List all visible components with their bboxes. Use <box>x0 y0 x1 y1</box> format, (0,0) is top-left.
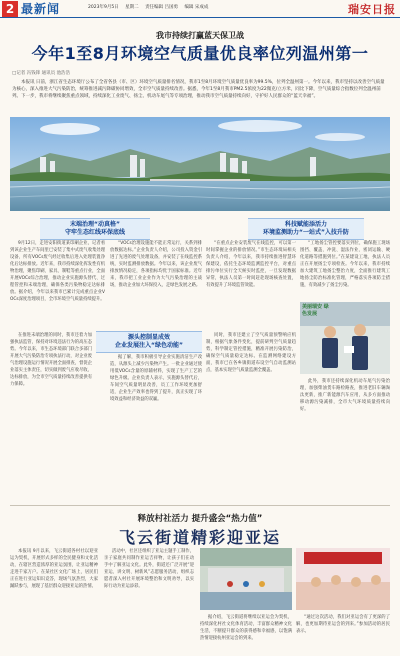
column-text: 活动中，社区还组织了亚运主题手工制作，亲子家庭共同制作亚运吉祥物，让孩子们在动手中了解亚运文化。此外，街道还广泛开展“迎亚运、讲文明、树新风”志愿服务活动，组织志愿者深入村社开展环境整治和文明劝导，以实际行动为亚运添彩。 <box>104 549 194 589</box>
article-byline: □记者 冯钱锋 通讯员 池浩浩 <box>12 71 71 76</box>
subhead-line: 末端治理“动真格” <box>70 221 120 228</box>
column-text: “通过这次活动，我们对亚运会有了更深的了解，也更加期待亚运会的到来。”参加活动的居民表示。 <box>296 615 390 634</box>
issue-weekday: 星期二 <box>125 5 139 10</box>
photo-caption: 美丽瑞安 绿色发展 <box>302 304 329 317</box>
section-title: 最新闻 <box>21 2 61 16</box>
city-landscape-photo <box>10 117 390 211</box>
column-text: “工地扬尘管控要落实到位，确保施工现场围挡、覆盖、冲洗、湿法作业、密闭运输、硬化道路等措施到位。”在某建设工地，执法人员正在开展扬尘专项检查。今年以来，我市持续加大建筑工地扬尘整治力度，全面推行建筑工地扬尘防治标准化管理，严格落实各项防尘措施，有效减少了扬尘污染。 <box>300 241 390 288</box>
subhead-line: 源头控制显成效 <box>127 334 170 341</box>
article-lead: 本报讯 日前，浙江省生态环境厅公布了全省各县（市、区）环境空气质量排名情况，我市1至8月环境空气质量优良率为99.5%，位列全温州第一。今年以来，我市坚持以改善空气质量为核心，深入推进大气污染防治，统筹推进减污降碳协同增效，全市空气质量持续改善。据悉，今年1至8月我市PM2.5浓度为22微克/立方米，同比下降，空气质量综合指数位列全温州前列。下一步，我市将继续聚焦重点领域，持续深化工业废气、扬尘、机动车尾气等专项治理，推动我市空气质量持续向好，守护好人民群众的“蓝天幸福”。 <box>12 80 385 99</box>
event-photo-left-illustration <box>200 548 292 610</box>
inspection-photo <box>300 302 390 374</box>
event-photo-right <box>296 548 390 610</box>
article-column-3 <box>206 240 296 328</box>
article-headline: 今年1至8月环境空气质量优良率位列温州第一 <box>31 44 369 63</box>
article-column-4 <box>300 240 390 300</box>
subhead-line: 环境监测助力“一站式”入技升防 <box>263 229 349 236</box>
bottom-article-kicker: 释放村社活力 提升盛会“热力值” <box>137 514 263 524</box>
bottom-column-3 <box>200 614 292 654</box>
article-column-1-lower <box>10 332 92 500</box>
event-photo-right-illustration <box>296 548 390 610</box>
column-text: 据介绍，飞云街道将继续以亚运会为契机，持续深化村社文化体育活动，丰富群众精神文化生活，不断提升群众的获得感和幸福感，以饱满热情迎接杭州亚运会的到来。 <box>200 615 292 641</box>
column-text: “在重点企业安装废气在线监控，可以第一时间掌握企业的排放情况。”市生态环境局相关负责人介绍，今年以来，我市持续推进智慧环保建设，依托生态环境监测监控平台，对重点排污单位实行全天候实时监控，一旦发现数据异常，执法人员第一时间赶赴现场核查处置，有效提升了环境监管效能。 <box>206 241 296 288</box>
subhead-line: 科技赋能添活力 <box>284 221 327 228</box>
column-text: 在推进末端治理的同时，我市还着力加强执法监管，保持对环境违法行为的高压态势。今年以来，市生态环境部门联合多部门开展大气污染防治专项执法行动，对企业废气治理设施运行情况开展全面排查，督促企业落实主体责任，切实做到废气应收尽收、达标排放，为全市空气质量持续改善提供有力保障。 <box>10 333 92 387</box>
issue-date: 2023年9月5日 <box>88 5 119 10</box>
article-column-2 <box>110 240 202 330</box>
bottom-column-2 <box>104 548 194 652</box>
article-kicker: 我市持续打赢蓝天保卫战 <box>156 31 244 40</box>
article-column-1 <box>10 240 105 328</box>
page-number: 2 <box>2 1 18 17</box>
article-column-4-lower <box>300 378 390 500</box>
sub-editor-credit: 编辑 宋成成 <box>184 5 209 10</box>
column-text: 同时，我市还建立了空气质量预警响应机制，根据气象条件变化，提前研判空气质量趋势，科学制定管控措施，精准开展污染防治，确保空气质量稳定达标。在监测网络建设方面，我市已在各乡镇街道布设空气自动监测站点，基本实现空气质量监测全覆盖。 <box>206 333 296 373</box>
masthead-meta <box>88 4 213 10</box>
subhead-technology <box>248 218 364 240</box>
article-column-3-lower <box>206 332 296 500</box>
landscape-illustration <box>10 117 390 211</box>
bottom-column-1 <box>10 548 98 652</box>
subhead-line: 守牢生态红线环保底线 <box>64 229 125 236</box>
subhead-end-treatment <box>40 218 150 240</box>
newspaper-logo: 瑞安日报 <box>348 3 396 16</box>
section-divider <box>10 505 390 506</box>
bottom-article-headline: 飞云街道精彩迎亚运 <box>118 528 281 547</box>
column-text: 据了解，我市积极引导企业实施清洁生产改造，从源头上减少污染物产生。一批企业通过使用低VOCs含量的原辅材料，实现了生产工艺的绿色升级。企业负责人表示，实施源头替代后，车间空气质量明显改善，员工工作环境更加舒适，企业生产效率也得到了提升，真正实现了环境效益和经济效益的双赢。 <box>110 355 202 402</box>
column-text: 本报讯 9月以来，飞云街道各村社以迎亚运为契机，开展形式多样的全民健身和文化活动，在辖区营造浓厚的亚运氛围，让亚运精神走进千家万户。在某社区文化广场上，居民们正在进行亚运知识竞答，现场气氛热烈，大家踊跃参与，展现了基层群众迎接亚运的热情。 <box>10 549 98 589</box>
masthead <box>0 0 400 18</box>
subhead-source-control <box>96 331 202 353</box>
column-text: 此外，我市还持续深化机动车尾气污染治理，加强柴油货车路检路查，推进老旧车辆淘汰更新，推广新能源汽车应用，从多方面推动移动源污染减排，全市大气环境质量持续向好。 <box>300 379 390 412</box>
subhead-line: 企业发展注入“绿色动能” <box>115 342 183 349</box>
column-text: 9月12日，走进安阳街道某印刷企业，记者看到该企业生产车间里已安装了集中式废气收集处理设备，所有VOCs废气经过收集后进入处理装置净化后达标排放。近年来，我市持续深化挥发性有机物治理，聚焦印刷、家具、制鞋等重点行业，全面开展VOCs综合治理，推动企业实施源头替代、过程管控和末端治理，确保各类污染物稳定达标排放。据介绍，今年以来我市已累计完成重点企业VOCs深度治理项目，全市环境空气质量持续提升。 <box>10 241 105 302</box>
event-photo-left <box>200 548 292 610</box>
bottom-column-4 <box>296 614 390 654</box>
editor-credit: 责任编辑 吕国勇 <box>145 5 178 10</box>
article-column-2-lower <box>110 354 202 500</box>
column-text: “VOCs治理设施能不能正常运行，关系到排放数据达标。”企业负责人介绍，公司投入资金引进了先进的废气处理设备，并安装了在线监控系统，实时监测排放数据。今年以来，该企业废气排放情况稳定，各项指标均优于国家标准。近年来，我市把工业企业作为大气污染治理的主战场，推动企业加大环保投入，走绿色发展之路。 <box>110 241 202 288</box>
